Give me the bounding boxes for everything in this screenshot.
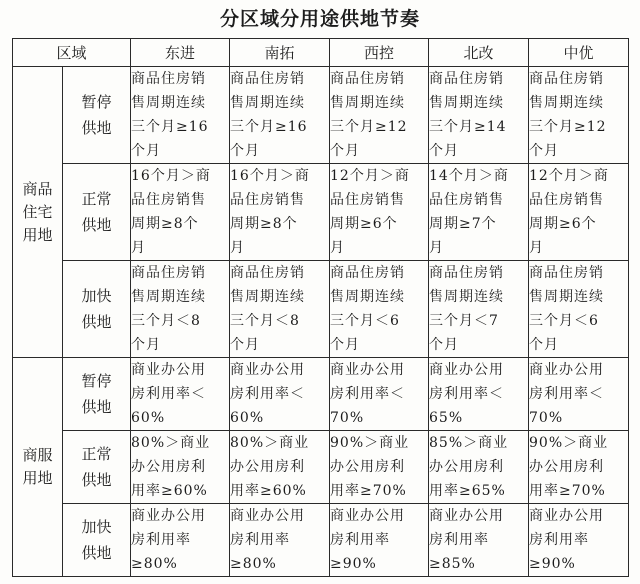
table-row: [13, 358, 629, 431]
condition-text-line: 商品住房销: [330, 71, 406, 87]
condition-text-line: 房利用率: [330, 532, 391, 548]
category-text-line: 用地: [22, 469, 53, 487]
condition-cell: [330, 164, 429, 261]
table-body: [13, 39, 629, 577]
condition-text-line: 个月: [230, 337, 261, 353]
district-header: 西控: [330, 39, 429, 67]
condition-cell: [230, 261, 330, 358]
condition-text-line: 商品住房销: [131, 71, 207, 87]
condition-text-line: 办公用房利: [230, 459, 306, 475]
condition-text-line: 商业办公用: [230, 508, 306, 524]
condition-text-line: 商品住房销: [330, 265, 406, 281]
condition-text-line: 90%＞商业: [529, 435, 609, 451]
condition-cell: [429, 67, 529, 164]
condition-text-line: 商品住房销: [529, 71, 605, 87]
supply-mode-line: 加快: [81, 287, 112, 305]
condition-cell: [230, 431, 330, 504]
condition-text-line: 个月: [529, 337, 560, 353]
district-header: 东进: [131, 39, 230, 67]
condition-text-line: 12个月＞商: [330, 168, 410, 184]
condition-cell: [330, 261, 429, 358]
condition-text-line: 房利用率＜: [330, 386, 406, 402]
supply-mode: [63, 67, 131, 164]
condition-text-line: 售周期连续: [429, 95, 505, 111]
category-text-line: 商服: [22, 446, 53, 464]
condition-text-line: 品住房销售: [230, 192, 306, 208]
condition-cell: [131, 164, 230, 261]
condition-text-line: 个月: [131, 143, 162, 159]
supply-mode: [63, 504, 131, 577]
condition-text-line: 商业办公用: [429, 362, 505, 378]
condition-text-line: 周期≥6个: [529, 216, 597, 232]
land-supply-table: [12, 38, 629, 577]
table-row: [13, 504, 629, 577]
condition-cell: [529, 431, 629, 504]
condition-text-line: 商业办公用: [529, 362, 605, 378]
supply-mode-line: 供地: [81, 313, 112, 331]
condition-cell: [529, 504, 629, 577]
condition-text-line: 月: [131, 240, 147, 256]
condition-text-line: ≥80%: [131, 556, 178, 572]
condition-text-line: 商品住房销: [131, 265, 207, 281]
condition-text-line: ≥85%: [429, 556, 476, 572]
table-row: [13, 261, 629, 358]
condition-text-line: 三个月＜6: [330, 313, 400, 329]
condition-text-line: 房利用率＜: [230, 386, 306, 402]
condition-text-line: 85%＞商业: [429, 435, 509, 451]
table-row: [13, 164, 629, 261]
district-header: 中优: [529, 39, 629, 67]
condition-text-line: 品住房销售: [330, 192, 406, 208]
category-text-line: 住宅: [22, 202, 53, 221]
condition-text-line: 三个月≥12: [529, 119, 607, 135]
condition-cell: [429, 358, 529, 431]
condition-text-line: 办公用房利: [330, 459, 406, 475]
condition-text-line: 商品住房销: [230, 265, 306, 281]
condition-text-line: 70%: [330, 410, 365, 426]
supply-mode-line: 暂停: [81, 93, 112, 111]
condition-text-line: 14个月＞商: [429, 168, 509, 184]
condition-cell: [230, 67, 330, 164]
header-row: [13, 39, 629, 67]
condition-text-line: 办公用房利: [131, 459, 207, 475]
condition-text-line: 三个月≥16: [131, 119, 209, 135]
land-use-category: [13, 67, 63, 358]
district-header: 南拓: [230, 39, 330, 67]
condition-cell: [131, 67, 230, 164]
condition-text-line: 售周期连续: [330, 289, 406, 305]
supply-mode-line: 供地: [81, 471, 112, 489]
condition-text-line: 售周期连续: [131, 95, 207, 111]
condition-text-line: 个月: [230, 143, 261, 159]
condition-text-line: 办公用房利: [429, 459, 505, 475]
category-text-line: 用地: [22, 225, 53, 244]
condition-text-line: 80%＞商业: [230, 435, 310, 451]
condition-text-line: 售周期连续: [131, 289, 207, 305]
condition-text-line: 商业办公用: [330, 508, 406, 524]
supply-mode-line: 暂停: [81, 372, 112, 390]
condition-text-line: 周期≥8个: [131, 216, 199, 232]
condition-text-line: 房利用率＜: [529, 386, 605, 402]
condition-text-line: 70%: [529, 410, 564, 426]
condition-text-line: 周期≥6个: [330, 216, 398, 232]
district-header: 北改: [429, 39, 529, 67]
condition-cell: [429, 164, 529, 261]
condition-text-line: 商品住房销: [230, 71, 306, 87]
condition-text-line: 三个月＜7: [429, 313, 499, 329]
condition-text-line: 三个月≥14: [429, 119, 507, 135]
condition-text-line: 月: [429, 240, 445, 256]
condition-text-line: 90%＞商业: [330, 435, 410, 451]
condition-text-line: 个月: [330, 143, 361, 159]
condition-text-line: 三个月＜8: [131, 313, 201, 329]
condition-cell: [230, 164, 330, 261]
condition-text-line: 房利用率: [230, 532, 291, 548]
condition-text-line: 个月: [429, 337, 460, 353]
condition-text-line: 用率≥65%: [429, 483, 506, 499]
table-row: [13, 431, 629, 504]
condition-text-line: 商业办公用: [330, 362, 406, 378]
supply-mode-line: 供地: [81, 119, 112, 137]
condition-text-line: 60%: [131, 410, 166, 426]
condition-text-line: 用率≥70%: [330, 483, 407, 499]
condition-text-line: 用率≥60%: [230, 483, 307, 499]
condition-text-line: 商业办公用: [429, 508, 505, 524]
condition-text-line: 房利用率＜: [429, 386, 505, 402]
condition-text-line: 商业办公用: [230, 362, 306, 378]
condition-text-line: 商业办公用: [131, 362, 207, 378]
supply-mode: [63, 358, 131, 431]
condition-text-line: 用率≥70%: [529, 483, 606, 499]
condition-text-line: 用率≥60%: [131, 483, 208, 499]
condition-text-line: 办公用房利: [529, 459, 605, 475]
condition-text-line: 月: [330, 240, 346, 256]
condition-text-line: 三个月≥16: [230, 119, 308, 135]
condition-text-line: 房利用率: [131, 532, 192, 548]
condition-text-line: ≥80%: [230, 556, 277, 572]
condition-text-line: 12个月＞商: [529, 168, 609, 184]
condition-text-line: 三个月＜6: [529, 313, 599, 329]
condition-cell: [429, 431, 529, 504]
condition-text-line: 60%: [230, 410, 265, 426]
condition-text-line: 售周期连续: [429, 289, 505, 305]
supply-mode-line: 供地: [81, 544, 112, 562]
condition-text-line: 品住房销售: [429, 192, 505, 208]
condition-text-line: 售周期连续: [330, 95, 406, 111]
condition-text-line: 房利用率＜: [131, 386, 207, 402]
condition-cell: [330, 358, 429, 431]
condition-text-line: 商品住房销: [529, 265, 605, 281]
condition-text-line: 80%＞商业: [131, 435, 211, 451]
condition-text-line: 商业办公用: [131, 508, 207, 524]
condition-cell: [529, 261, 629, 358]
condition-text-line: 售周期连续: [529, 95, 605, 111]
condition-cell: [230, 504, 330, 577]
condition-text-line: 周期≥8个: [230, 216, 298, 232]
condition-text-line: 个月: [330, 337, 361, 353]
category-text-line: 商品: [22, 179, 53, 198]
condition-text-line: 月: [529, 240, 545, 256]
supply-mode: [63, 164, 131, 261]
supply-mode: [63, 261, 131, 358]
condition-cell: [131, 261, 230, 358]
condition-cell: [529, 164, 629, 261]
condition-text-line: ≥90%: [330, 556, 377, 572]
condition-text-line: ≥90%: [529, 556, 576, 572]
condition-text-line: 周期≥7个: [429, 216, 497, 232]
condition-text-line: 个月: [131, 337, 162, 353]
condition-cell: [330, 431, 429, 504]
condition-text-line: 售周期连续: [230, 289, 306, 305]
condition-text-line: 售周期连续: [230, 95, 306, 111]
condition-cell: [330, 67, 429, 164]
condition-text-line: 16个月＞商: [131, 168, 211, 184]
condition-text-line: 房利用率: [429, 532, 490, 548]
condition-cell: [429, 261, 529, 358]
condition-text-line: 品住房销售: [529, 192, 605, 208]
condition-text-line: 商品住房销: [429, 71, 505, 87]
supply-mode-line: 供地: [81, 216, 112, 234]
condition-text-line: 16个月＞商: [230, 168, 310, 184]
condition-text-line: 商品住房销: [429, 265, 505, 281]
supply-mode-line: 供地: [81, 398, 112, 416]
supply-mode-line: 加快: [81, 518, 112, 536]
condition-cell: [230, 358, 330, 431]
condition-text-line: 房利用率: [529, 532, 590, 548]
condition-cell: [131, 504, 230, 577]
condition-cell: [429, 504, 529, 577]
condition-text-line: 售周期连续: [529, 289, 605, 305]
table-title: 分区域分用途供地节奏: [219, 8, 420, 30]
condition-text-line: 三个月＜8: [230, 313, 300, 329]
region-header: 区域: [13, 39, 131, 67]
condition-text-line: 商业办公用: [529, 508, 605, 524]
condition-text-line: 65%: [429, 410, 464, 426]
supply-mode: [63, 431, 131, 504]
condition-cell: [529, 67, 629, 164]
condition-cell: [131, 431, 230, 504]
land-use-category: [13, 358, 63, 577]
supply-mode-line: 正常: [81, 445, 112, 463]
condition-cell: [131, 358, 230, 431]
condition-cell: [529, 358, 629, 431]
condition-text-line: 品住房销售: [131, 192, 207, 208]
supply-mode-line: 正常: [81, 190, 112, 208]
condition-cell: [330, 504, 429, 577]
condition-text-line: 个月: [529, 143, 560, 159]
table-row: [13, 67, 629, 164]
condition-text-line: 月: [230, 240, 246, 256]
condition-text-line: 三个月≥12: [330, 119, 408, 135]
condition-text-line: 个月: [429, 143, 460, 159]
